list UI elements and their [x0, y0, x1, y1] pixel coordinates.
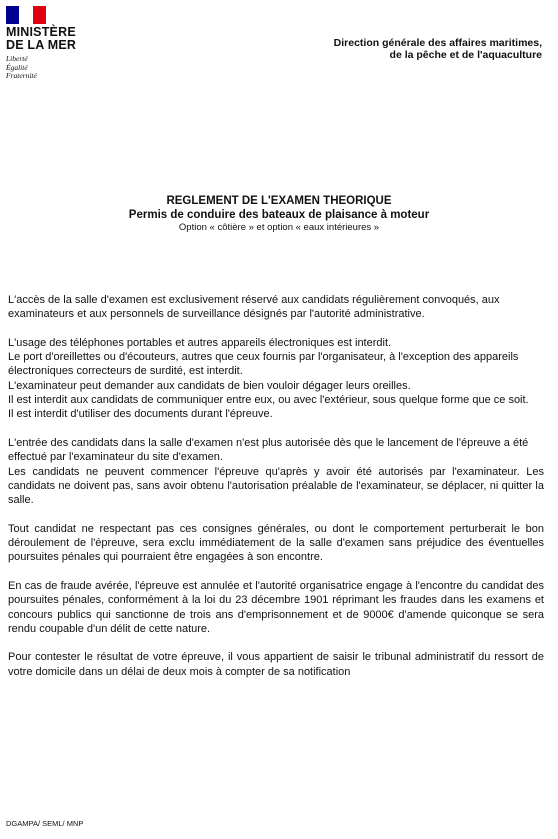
- republic-motto: [6, 55, 96, 81]
- ministry-logo: [6, 6, 96, 81]
- rule-start: Les candidats ne peuvent commencer l'épreuve qu'après y avoir été autorisés par l'examinateur. Les candidats ne doivent pas, sans avoir obtenu l'autorisation préalable de l'examinateur, se déplacer, ni quitter la salle.: [8, 465, 544, 507]
- rule-communication: Il est interdit aux candidats de communiquer entre eux, ou avec l'extérieur, sous quelque forme que ce soit.: [8, 394, 529, 407]
- title-options: Option « côtière » et option « eaux intérieures »: [178, 222, 380, 233]
- document-title: [0, 194, 558, 234]
- footer-reference: DGAMPA/ SEML/ MNP: [6, 819, 84, 828]
- paragraph-access: L'accès de la salle d'examen est exclusivement réservé aux candidats régulièrement convoqués, aux examinateurs et aux personnels de surveillance désignés par l'autorité administrative.: [8, 294, 500, 321]
- rule-documents: Il est interdit d'utiliser des documents durant l'épreuve.: [8, 408, 273, 421]
- ministry-name: [6, 26, 96, 52]
- rule-ears: L'examinateur peut demander aux candidats de bien vouloir dégager leurs oreilles.: [8, 379, 411, 392]
- paragraph-devices: [8, 336, 544, 422]
- title-main: REGLEMENT DE L'EXAMEN THEORIQUE: [166, 195, 392, 207]
- rule-entry: L'entrée des candidats dans la salle d'examen n'est plus autorisée dès que le lancement de l'épreuve a été effectué par l'examinateur du site d'examen.: [8, 436, 529, 464]
- ministry-line1: MINISTÈRE: [6, 25, 76, 39]
- direction-line2: de la pêche et de l'aquaculture: [389, 49, 542, 61]
- motto-liberte: Liberté: [6, 54, 28, 63]
- paragraph-fraud: En cas de fraude avérée, l'épreuve est annulée et l'autorité organisatrice engage à l'encontre du candidat des poursuites pénales, conformément à la loi du 23 décembre 1901 réprimant les fraudes dans les examens et concours publics qui sanctionne de trois ans d'emprisonnement et de 9000€ d'amende quiconque se sera rendu coupable d'un délit de cette nature.: [8, 579, 544, 635]
- rule-earphones: Le port d'oreillettes ou d'écouteurs, autres que ceux fournis par l'organisateur, à l'exception des appareils électroniques correcteurs de surdité, est interdit.: [8, 351, 519, 378]
- motto-egalite: Égalité: [6, 62, 28, 72]
- regulation-body: [8, 293, 544, 693]
- rule-phones: L'usage des téléphones portables et autres appareils électroniques est interdit.: [8, 336, 392, 349]
- paragraph-entry: [8, 436, 544, 507]
- motto-fraternite: Fraternité: [6, 71, 37, 80]
- direction-header: [242, 37, 542, 61]
- french-flag-icon: [6, 6, 46, 24]
- paragraph-contest: Pour contester le résultat de votre épreuve, il vous appartient de saisir le tribunal administratif du ressort de votre domicile dans un délai de deux mois à compter de sa notification: [8, 651, 544, 678]
- direction-line1: Direction générale des affaires maritimes,: [333, 37, 542, 49]
- title-subtitle: Permis de conduire des bateaux de plaisance à moteur: [128, 209, 430, 221]
- paragraph-exclusion: Tout candidat ne respectant pas ces consignes générales, ou dont le comportement perturberait le bon déroulement de l'épreuve, sera exclu immédiatement de la salle d'examen sans préjudice des éventuelles poursuites pénales qui pourraient être engagées à son encontre.: [8, 522, 544, 564]
- ministry-line2: DE LA MER: [6, 38, 77, 52]
